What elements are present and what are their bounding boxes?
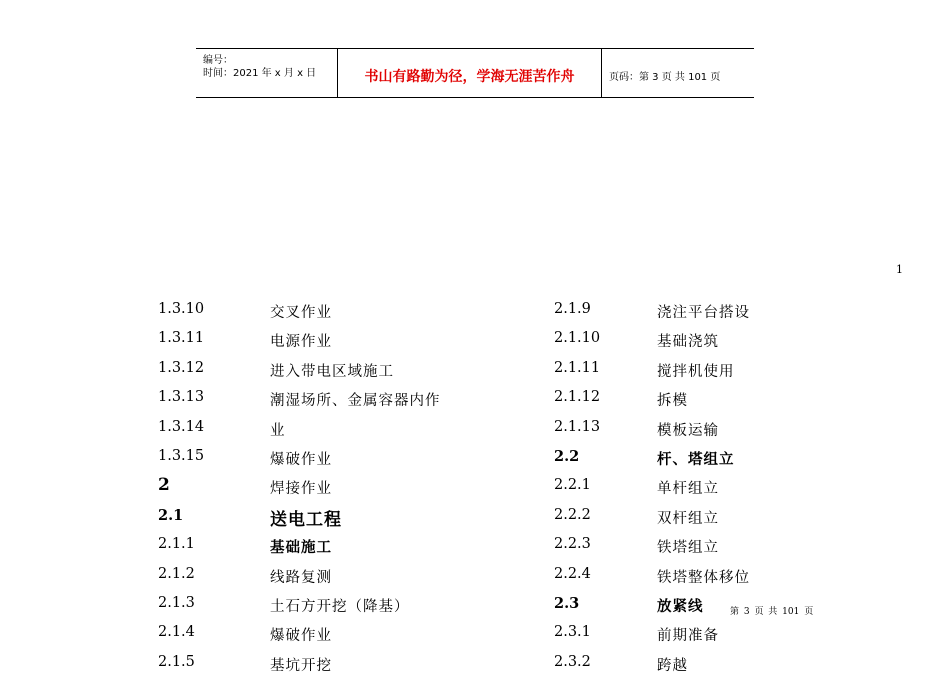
header-info-cell bbox=[196, 49, 338, 97]
toc-title: 拆模 bbox=[657, 393, 688, 410]
toc-number: 2.1 bbox=[158, 506, 184, 524]
toc-title: 基坑开挖 bbox=[270, 657, 332, 674]
motto-text: 书山有路勤为径，学海无涯苦作舟 bbox=[364, 69, 575, 85]
toc-number: 2.2.3 bbox=[554, 536, 591, 553]
toc-number: 2.3.1 bbox=[554, 624, 591, 641]
toc-number: 2.3.2 bbox=[554, 653, 591, 670]
toc-number: 2.1.1 bbox=[158, 536, 195, 553]
toc-number: 1.3.14 bbox=[158, 418, 205, 435]
toc-number: 1.3.13 bbox=[158, 389, 205, 406]
toc-title: 杆、塔组立 bbox=[657, 450, 735, 468]
toc-number: 2.1.2 bbox=[158, 565, 195, 582]
toc-number: 1.3.12 bbox=[158, 359, 205, 376]
toc-number: 2.1.13 bbox=[554, 418, 601, 435]
toc-title: 铁塔整体移位 bbox=[657, 569, 750, 586]
page-number: 1 bbox=[896, 263, 903, 276]
toc-number: 2.2.1 bbox=[554, 477, 591, 494]
toc-number: 2.1.10 bbox=[554, 330, 601, 347]
toc-title: 前期准备 bbox=[657, 628, 719, 645]
toc-title: 送电工程 bbox=[270, 509, 342, 530]
toc-title: 业 bbox=[270, 422, 286, 439]
footer-page-indicator: 第 3 页 共 101 页 bbox=[730, 607, 814, 617]
toc-number: 2.1.9 bbox=[554, 301, 591, 317]
toc-title: 铁塔组立 bbox=[657, 540, 719, 557]
toc-title: 跨越 bbox=[657, 657, 688, 674]
toc-number: 1.3.10 bbox=[158, 301, 205, 317]
toc-title: 基础施工 bbox=[270, 539, 332, 557]
toc-title: 模板运输 bbox=[657, 422, 719, 439]
toc-title: 土石方开挖（降基） bbox=[270, 598, 410, 615]
toc-number: 1.3.11 bbox=[158, 330, 205, 347]
toc-title: 交叉作业 bbox=[270, 305, 332, 321]
toc-number: 2.1.5 bbox=[158, 653, 195, 670]
header-motto-cell bbox=[338, 49, 602, 97]
toc-title: 搅拌机使用 bbox=[657, 363, 735, 380]
toc-title: 焊接作业 bbox=[270, 481, 332, 498]
toc-title: 潮湿场所、金属容器内作 bbox=[270, 393, 441, 410]
document-header bbox=[196, 48, 754, 98]
toc-number: 2.3 bbox=[554, 594, 580, 612]
date-label: 时间：2021 年 x 月 x 日 bbox=[203, 68, 317, 79]
toc-number: 1.3.15 bbox=[158, 447, 205, 464]
toc-title: 单杆组立 bbox=[657, 481, 719, 498]
toc-number: 2.2.4 bbox=[554, 565, 591, 582]
toc-number: 2.1.11 bbox=[554, 359, 601, 376]
header-page-cell bbox=[602, 49, 754, 97]
toc-title: 爆破作业 bbox=[270, 451, 332, 468]
toc-number: 2 bbox=[158, 475, 170, 496]
toc-title: 放紧线 bbox=[657, 597, 704, 615]
toc-title: 进入带电区域施工 bbox=[270, 363, 394, 380]
toc-title: 爆破作业 bbox=[270, 628, 332, 645]
toc-title: 浇注平台搭设 bbox=[657, 305, 750, 321]
toc-title: 双杆组立 bbox=[657, 510, 719, 527]
toc-title: 电源作业 bbox=[270, 334, 332, 351]
toc-number: 2.2.2 bbox=[554, 506, 591, 523]
serial-number-label: 编号： bbox=[203, 55, 233, 66]
toc-number: 2.2 bbox=[554, 447, 580, 465]
toc-number: 2.1.12 bbox=[554, 389, 601, 406]
toc-title: 线路复测 bbox=[270, 569, 332, 586]
toc-number: 2.1.4 bbox=[158, 624, 195, 641]
toc-title: 基础浇筑 bbox=[657, 334, 719, 351]
page-code-label: 页码：第 3 页 共 101 页 bbox=[609, 72, 721, 83]
toc-number: 2.1.3 bbox=[158, 594, 195, 611]
